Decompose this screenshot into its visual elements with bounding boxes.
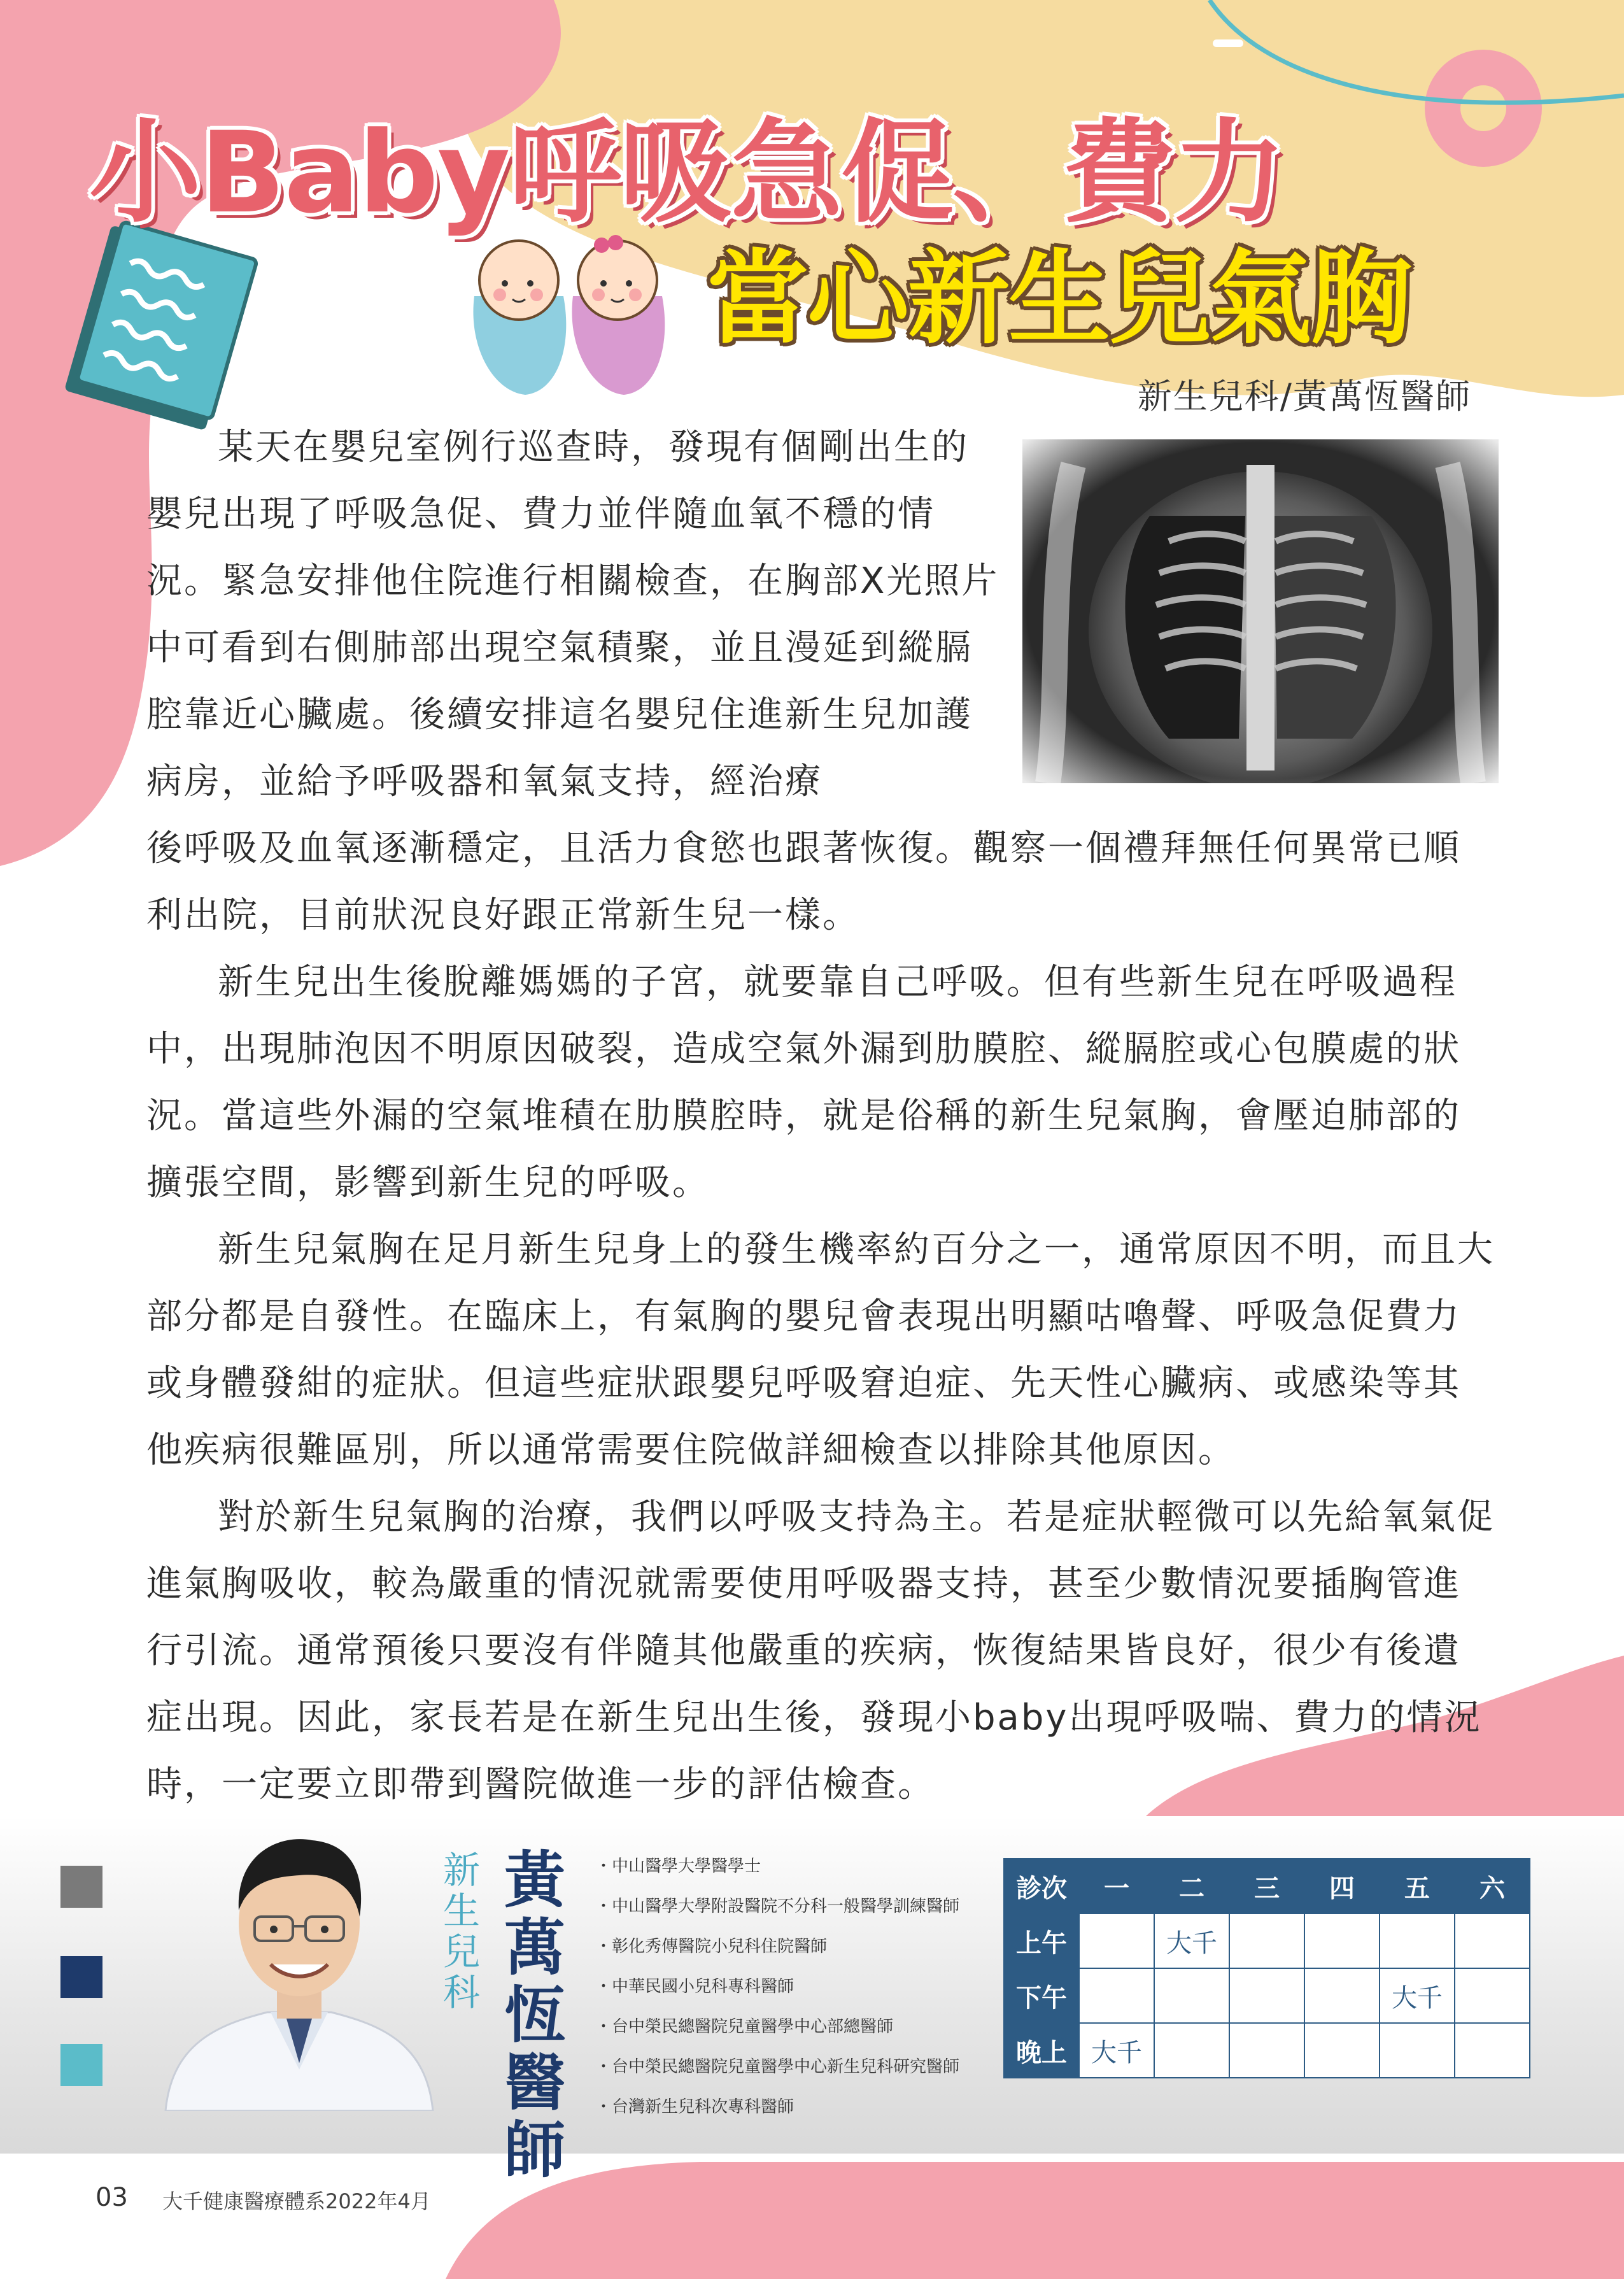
navy-square-decoration [60,1956,102,1998]
schedule-cell [1154,1968,1229,2023]
title-line-1: 小Baby呼吸急促、費力 [89,108,1285,238]
schedule-corner: 診次 [1004,1859,1079,1913]
title-line-2: 當心新生兒氣胸 [707,239,1411,358]
teal-square-decoration [60,2044,102,2086]
intro-paragraph-continued: 後呼吸及血氧逐漸穩定，且活力食慾也跟著恢復。觀察一個禮拜無任何異常已順利出院，目前狀況良好跟正常新生兒一樣。 [146,828,1461,936]
article-intro [146,414,999,815]
schedule-day: 二 [1154,1859,1229,1913]
byline: 新生兒科/黃萬恆醫師 [1137,376,1471,416]
schedule-row-label: 晚上 [1004,2023,1079,2078]
schedule-cell [1304,2023,1380,2078]
schedule-cell [1079,1913,1154,1968]
credential-item: ・台灣新生兒科次專科醫師 [595,2098,794,2117]
schedule-cell [1455,1913,1530,1968]
schedule-cell: 大千 [1079,2023,1154,2078]
schedule-day: 五 [1380,1859,1455,1913]
schedule-row-morning [1004,1913,1530,1968]
schedule-header-row [1004,1859,1530,1913]
schedule-cell [1154,2023,1229,2078]
xray-graphic [1022,439,1499,783]
clinic-schedule-table [1003,1858,1530,2078]
schedule-day: 六 [1455,1859,1530,1913]
schedule-cell [1229,2023,1304,2078]
schedule-row-afternoon [1004,1968,1530,2023]
page-number: 03 [95,2183,128,2212]
schedule-cell [1304,1968,1380,2023]
doctor-department: 新生兒科 [442,1849,480,2014]
babies-illustration [455,220,684,404]
publication-info: 大千健康醫療體系2022年4月 [162,2189,431,2213]
schedule-day: 三 [1229,1859,1304,1913]
schedule-day: 一 [1079,1859,1154,1913]
credential-item: ・中華民國小兒科專科醫師 [595,1977,794,1996]
schedule-cell [1304,1913,1380,1968]
credential-item: ・中山醫學大學醫學士 [595,1857,761,1876]
credential-item: ・中山醫學大學附設醫院不分科一般醫學訓練醫師 [595,1897,960,1916]
baby-boy-icon [473,241,566,395]
schedule-cell: 大千 [1380,1968,1455,2023]
intro-paragraph: 某天在嬰兒室例行巡查時，發現有個剛出生的嬰兒出現了呼吸急促、費力並伴隨血氧不穩的情況。緊急安排他住院進行相關檢查，在胸部X光照片中可看到右側肺部出現空氣積聚，並且漫延到縱膈腔靠近心臟處。後續安排這名嬰兒住進新生兒加護病房，並給予呼吸器和氧氣支持，經治療 [146,427,999,802]
paragraph-2: 新生兒出生後脫離媽媽的子宮，就要靠自己呼吸。但有些新生兒在呼吸過程中，出現肺泡因不明原因破裂，造成空氣外漏到肋膜腔、縱膈腔或心包膜處的狀況。當這些外漏的空氣堆積在肋膜腔時，就是俗稱的新生兒氣胸，會壓迫肺部的擴張空間，影響到新生兒的呼吸。 [146,962,1461,1203]
schedule-row-label: 上午 [1004,1913,1079,1968]
article-intro-continued [146,815,1496,949]
doctor-portrait [153,1815,446,2111]
schedule-cell [1380,2023,1455,2078]
schedule-cell [1455,1968,1530,2023]
schedule-cell [1455,2023,1530,2078]
doctor-name: 黃萬恆醫師 [504,1845,565,2186]
schedule-cell: 大千 [1154,1913,1229,1968]
schedule-cell [1380,1913,1455,1968]
schedule-cell [1229,1968,1304,2023]
chest-xray-image [1022,439,1499,783]
schedule-cell [1229,1913,1304,1968]
credential-item: ・台中榮民總醫院兒童醫學中心新生兒科研究醫師 [595,2057,960,2077]
credential-item: ・彰化秀傳醫院小兒科住院醫師 [595,1937,828,1956]
schedule-day: 四 [1304,1859,1380,1913]
article-body [146,949,1496,1818]
doctor-credentials [595,1847,959,2127]
baby-girl-icon [572,235,665,395]
paragraph-4: 對於新生兒氣胸的治療，我們以呼吸支持為主。若是症狀輕微可以先給氧氣促進氣胸吸收，較為嚴重的情況就需要使用呼吸器支持，甚至少數情況要插胸管進行引流。通常預後只要沒有伴隨其他嚴重的疾病，恢復結果皆良好，很少有後遺症出現。因此，家長若是在新生兒出生後，發現小baby出現呼吸喘、費力的情況時，一定要立即帶到醫院做進一步的評估檢查。 [146,1496,1495,1805]
schedule-cell [1079,1968,1154,2023]
schedule-row-label: 下午 [1004,1968,1079,2023]
gray-square-decoration [60,1866,102,1908]
book-icon [51,217,267,433]
schedule-row-evening [1004,2023,1530,2078]
credential-item: ・台中榮民總醫院兒童醫學中心部總醫師 [595,2017,894,2036]
paragraph-3: 新生兒氣胸在足月新生兒身上的發生機率約百分之一，通常原因不明，而且大部分都是自發性。在臨床上，有氣胸的嬰兒會表現出明顯咕嚕聲、呼吸急促費力或身體發紺的症狀。但這些症狀跟嬰兒呼吸窘迫症、先天性心臟病、或感染等其他疾病很難區別，所以通常需要住院做詳細檢查以排除其他原因。 [146,1229,1495,1471]
